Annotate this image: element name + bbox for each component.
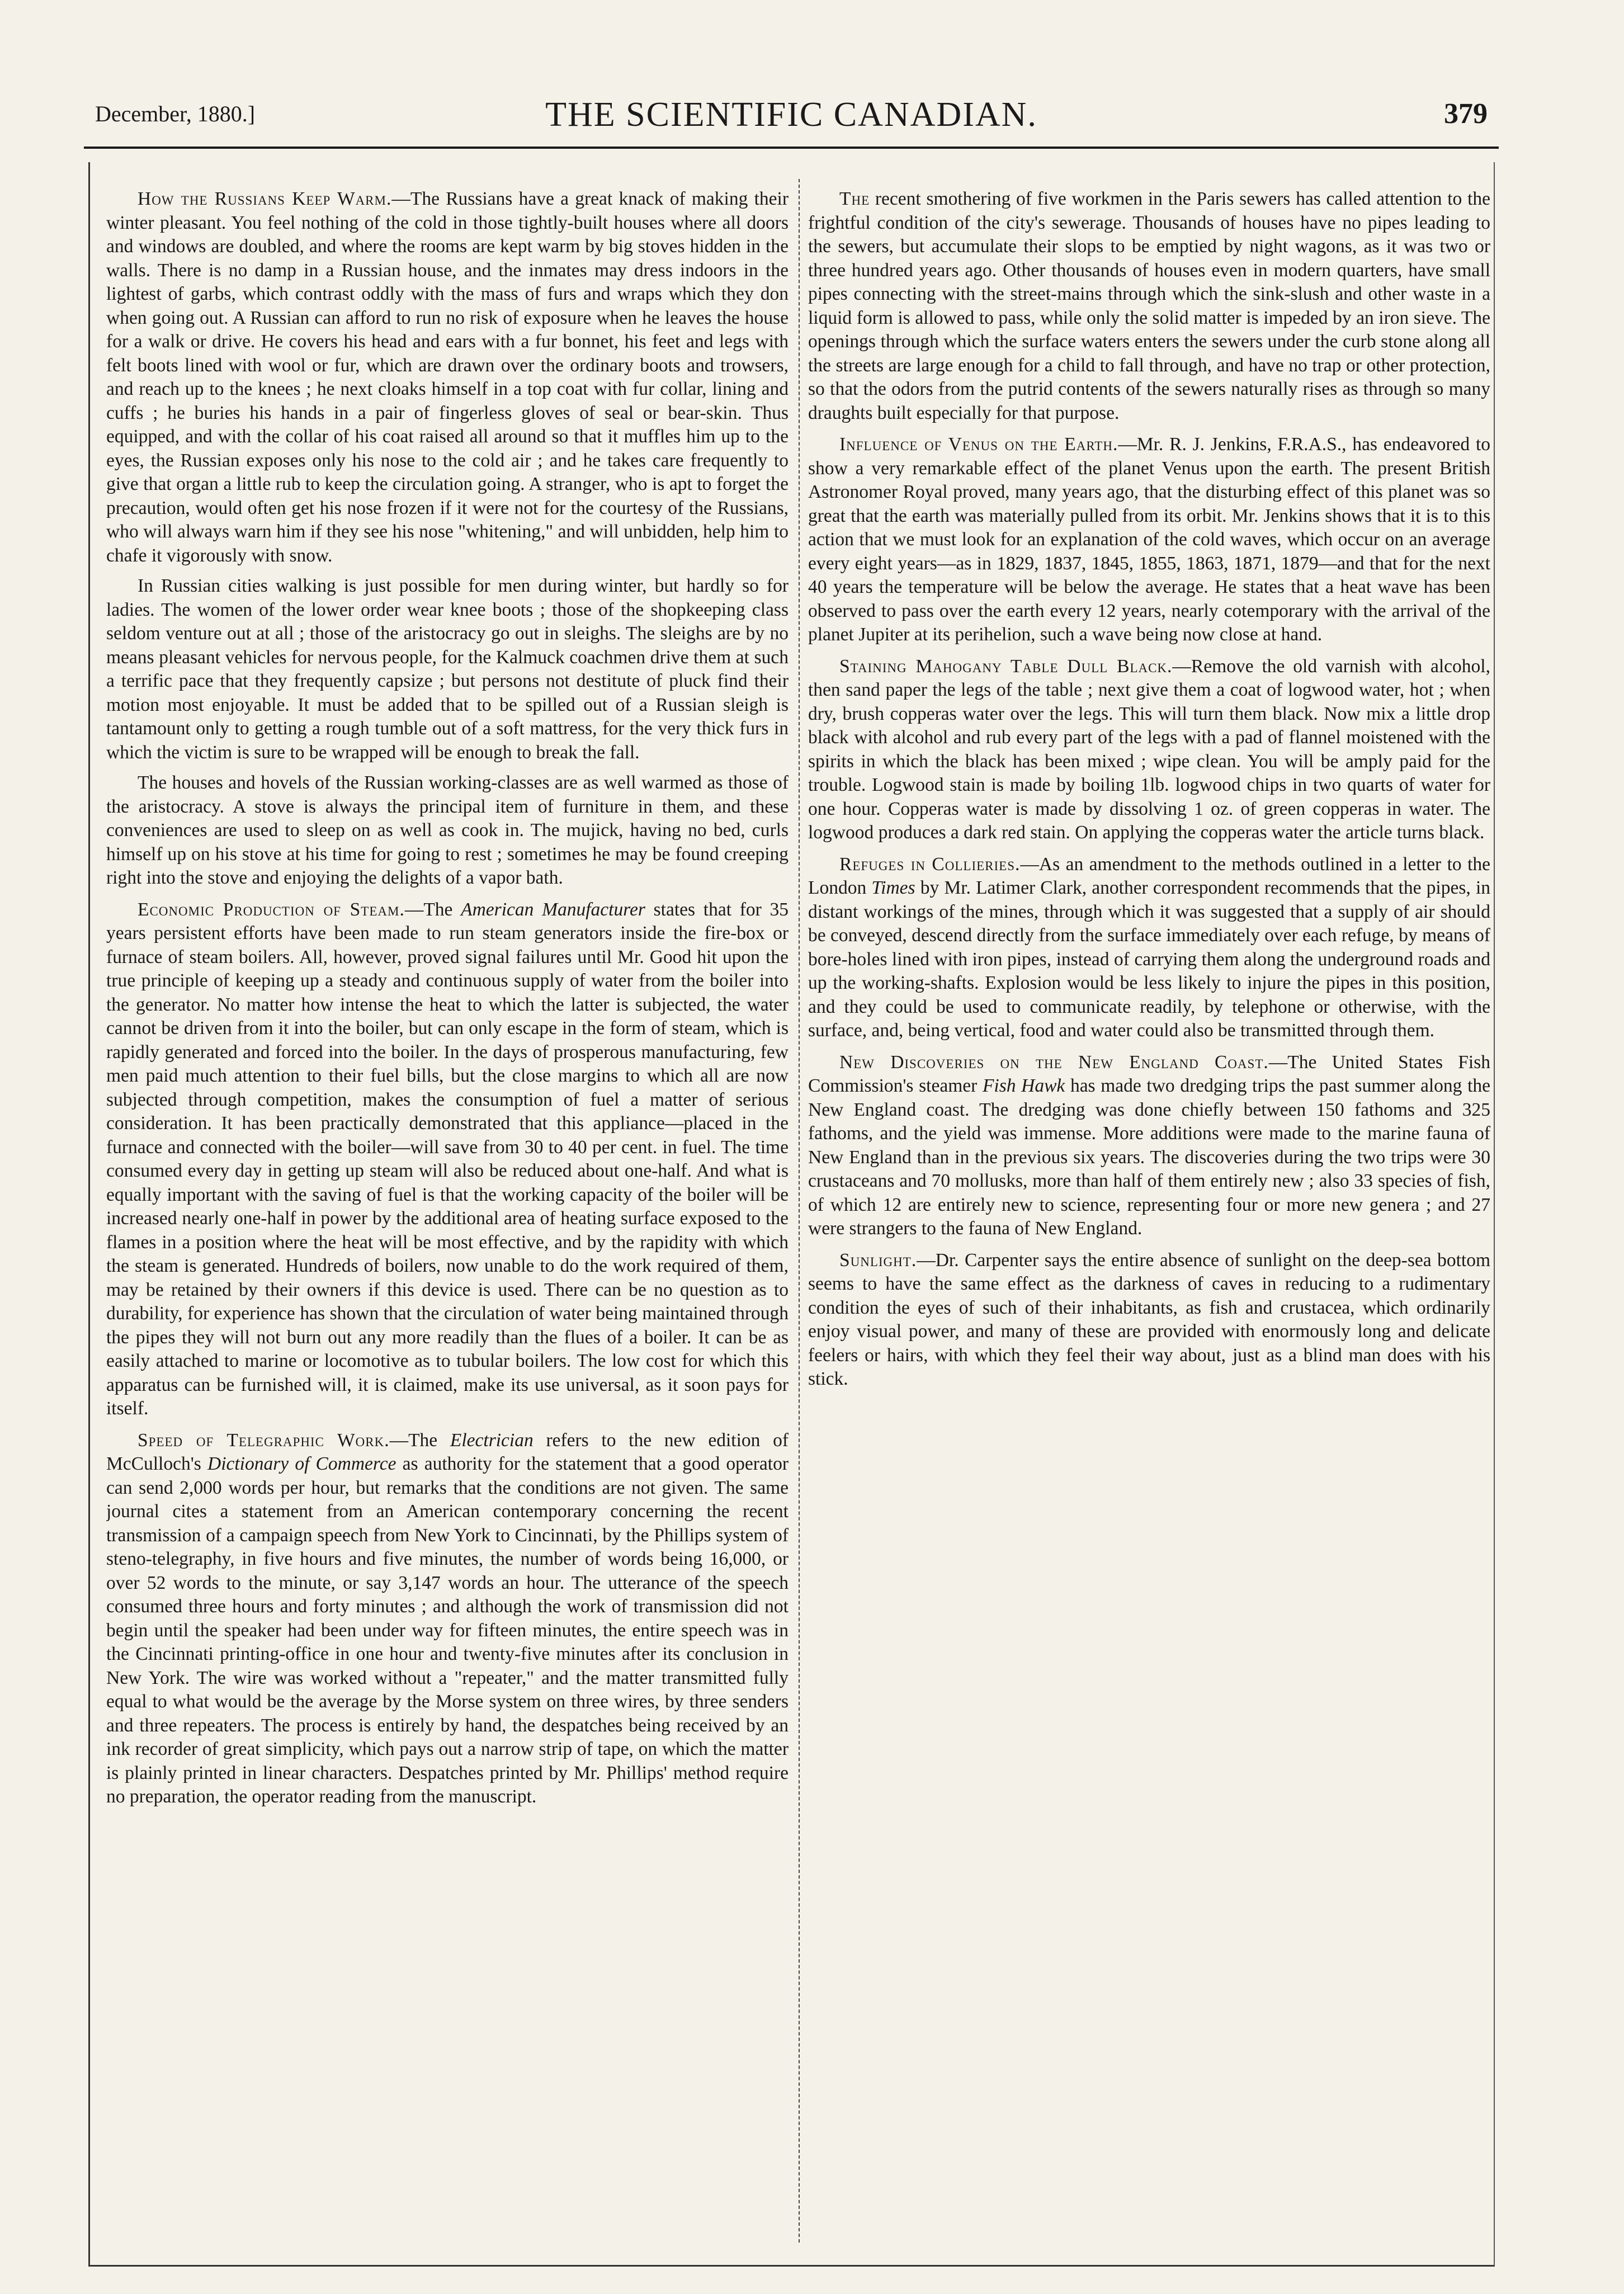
header-rule <box>84 147 1499 149</box>
article-text: states that for 35 years persistent efforts have been made to run steam generators inside the fire-box or furnace of steam boilers. All, however, proved signal failures until Mr. Good hit upon the true principle of keeping up a steady and continuous supply of water from the boiler into the generator. No matter how intense the heat to which the latter is subjected, the water cannot be driven from it into the boiler, but can only escape in the form of steam, which is rapidly generated and forced into the boiler. In the days of prosperous manufacturing, few men paid much attention to their fuel bills, but the close margins to which all are now subjected through competition, makes the consumption of fuel a matter of serious consideration. It has been practically demonstrated that this appliance—placed in the furnace and connected with the boiler—will save from 30 to 40 per cent. in fuel. The time consumed every day in getting up steam will also be reduced about one-half. And what is equally important with the saving of fuel is that the working capacity of the boiler will be increased nearly one-half in power by the additional area of heating surface exposed to the flames in a position where the heat will be most effective, and by the rapidity with which the steam is generated. Hundreds of boilers, now unable to do the work required of them, may be retained by their owners if this device is used. There can be no question as to durability, for experience has shown that the circulation of water being maintained through the pipes they will not burn out any more readily than the flues of a boiler. It can be as easily attached to marine or locomotive as to tubular boilers. The low cost for which this apparatus can be furnished will, it is claimed, make its use universal, as it soon pays for itself. <box>106 899 789 1419</box>
article-paragraph: In Russian cities walking is just possible for men during winter, but hardly so for ladies. The women of the lower order wear knee boots ; those of the shopkeeping class seldom venture out at all ; those of the aristocracy go out in sleighs. The sleighs are by no means pleasant vehicles for nervous people, for the Kalmuck coachmen drive them at such a terrific pace that they frequently capsize ; but persons not destitute of pluck find their motion most enjoyable. It must be added that to be spilled out of a Russian sleigh is tantamount only to getting a rough tumble out of a soft mattress, for the very thick furs in which the victim is sure to be wrapped will be enough to break the fall. <box>106 575 789 763</box>
article-text: has made two dredging trips the past summer along the New England coast. The dredging was done chiefly between 150 fathoms and 325 fathoms, and the yield was immense. More additions were made to the marine fauna of New England than in the previous six years. The discoveries during the two trips were 30 crustaceans and 70 mollusks, more than half of them entirely new ; also 33 species of fish, of which 12 are entirely new to science, representing four or more new genera ; and 27 were strangers to the fauna of New England. <box>808 1075 1490 1239</box>
article-text: —As an amendment to the methods outlined in a letter to the London <box>808 853 1490 898</box>
article-text: —The Russians have a great knack of making their winter pleasant. You feel nothing of the cold in those tightly-built houses where all doors and windows are doubled, and where the rooms are kept warm by big stoves hidden in the walls. There is no damp in a Russian house, and the inmates may dress indoors in the lightest of garbs, which contrast oddly with the mass of furs and wraps which they don when going out. A Russian can afford to run no risk of exposure when he leaves the house for a walk or drive. He covers his head and ears with a fur bonnet, his feet and legs with felt boots lined with wool or fur, which are drawn over the ordinary boots and trowsers, and reach up to the knees ; he next cloaks himself in a top coat with fur collar, lining and cuffs ; he buries his hands in a pair of fingerless gloves of seal or bear-skin. Thus equipped, and with the collar of his coat raised all around so that it muffles him up to the eyes, the Russian exposes only his nose to the cold air ; and he takes care frequently to give that organ a little rub to keep the circulation going. A stranger, who is apt to forget the precaution, would often get his nose frozen if it were not for the courtesy of the Russians, who will always warn him if they see his nose "whitening," and will unbidden, help him to chafe it vigorously with snow. <box>106 188 789 566</box>
article-text: —Remove the old varnish with alcohol, then sand paper the legs of the table ; next give them a coat of logwood water, hot ; when dry, brush copperas water over the legs. This will turn them black. Now mix a little drop black with alcohol and rub every part of the legs with a pad of flannel moistened with the spirits in which the black has been mixed ; wipe clean. You will be amply paid for the trouble. Logwood stain is made by boiling 1lb. logwood chips in two quarts of water for one hour. Copperas water is made by dissolving 1 oz. of green copperas in water. The logwood produces a dark red stain. On applying the copperas water the article turns black. <box>808 655 1490 843</box>
article-heading: Sunlight. <box>839 1249 917 1271</box>
article-text: —The <box>389 1429 450 1451</box>
publication-name: Times <box>871 877 915 898</box>
article-text: —The United States Fish Commission's steamer <box>808 1051 1490 1096</box>
article-text: —Mr. R. J. Jenkins, F.R.A.S., has endeavored to show a very remarkable effect of the planet Venus upon the earth. The present British Astronomer Royal proved, many years ago, that the disturbing effect of this planet was so great that the earth was materially pulled from its orbit. Mr. Jenkins shows that it is to this action that we must look for an explanation of the cold waves, which occur on an average every eight years—as in 1829, 1837, 1845, 1855, 1863, 1871, 1879—and that for the next 40 years the temperature will be below the average. He states that a heat wave has been observed to pass over the earth every 12 years, nearly cotemporary with the arrival of the planet Jupiter at its perihelion, such a wave being now close at hand. <box>808 434 1490 645</box>
left-column <box>106 187 789 2245</box>
article-heading: Staining Mahogany Table Dull Black. <box>839 655 1173 677</box>
article-paragraph <box>106 187 789 568</box>
article-paragraph <box>106 898 789 1421</box>
article-heading: Speed of Telegraphic Work. <box>138 1429 390 1451</box>
article-paragraph <box>808 1051 1490 1241</box>
article-text: as authority for the statement that a good operator can send 2,000 words per hour, but remarks that the conditions are not given. The same journal cites a statement from an American contemporary concerning the recent transmission of a campaign speech from New York to Cincinnati, by the Phillips system of steno-telegraphy, in five hours and five minutes, the number of words being 16,000, or over 52 words to the minute, or say 3,147 words an hour. The utterance of the speech consumed three hours and forty minutes ; and although the work of transmission did not begin until the speaker had been under way for fifteen minutes, the entire speech was in the Cincinnati printing-office in one hour and twenty-five minutes after its conclusion in New York. The wire was worked without a "repeater," and the matter transmitted fully equal to what would be the average by the Morse system on three wires, by three senders and three repeaters. The process is entirely by hand, the despatches being received by an ink recorder of great simplicity, which pays out a narrow strip of tape, on which the matter is plainly printed in linear characters. Despatches printed by Mr. Phillips' method require no preparation, the operator reading from the manuscript. <box>106 1453 789 1807</box>
article-venus <box>808 433 1490 647</box>
publication-name: Dictionary of Commerce <box>207 1453 396 1474</box>
article-russians <box>106 187 789 890</box>
article-heading: Economic Production of Steam. <box>138 899 405 920</box>
article-paragraph <box>808 853 1490 1043</box>
article-mahogany <box>808 655 1490 845</box>
article-text: —The <box>404 899 461 920</box>
page-header <box>95 95 1488 145</box>
article-heading: How the Russians Keep Warm. <box>138 188 392 209</box>
article-paragraph <box>808 1249 1490 1391</box>
right-column <box>808 187 1490 2245</box>
article-paragraph <box>808 433 1490 647</box>
publication-name: Fish Hawk <box>982 1075 1065 1096</box>
article-sewers <box>808 187 1490 425</box>
article-heading: New Discoveries on the New England Coast. <box>839 1051 1269 1073</box>
article-collieries <box>808 853 1490 1043</box>
article-steam <box>106 898 789 1421</box>
publication-name: Electrician <box>450 1429 534 1451</box>
header-date: December, 1880.] <box>95 101 256 126</box>
article-text: refers to the new edition of McCulloch's <box>106 1429 789 1474</box>
article-paragraph <box>808 187 1490 425</box>
article-telegraphic <box>106 1429 789 1809</box>
column-divider <box>799 179 800 2243</box>
article-paragraph: The houses and hovels of the Russian working-classes are as well warmed as those of the aristocracy. A stove is always the principal item of furniture in them, and these conveniences are used to sleep on as well as cook in. The mujick, having no bed, curls himself up on his stove at his time for going to rest ; sometimes he may be found creeping right into the stove and enjoying the delights of a vapor bath. <box>106 772 789 888</box>
article-text: recent smothering of five workmen in the Paris sewers has called attention to the frightful condition of the city's sewerage. Thousands of houses have no pipes leading to the sewers, but accumulate their slops to be emptied by night wagons, as it was two or three hundred years ago. Other thousands of houses even in modern quarters, have small pipes connecting with the street-mains through which the sink-slush and other waste in a liquid form is allowed to pass, while only the solid matter is impeded by an iron sieve. The openings through which the surface waters enters the sewers under the curb stone along all the streets are large enough for a child to fall through, and have no trap or other protection, so that the odors from the putrid contents of the sewers naturally rises as through so many draughts built especially for that purpose. <box>808 188 1490 423</box>
article-heading: Refuges in Collieries. <box>839 853 1021 875</box>
article-new-england <box>808 1051 1490 1241</box>
article-sunlight <box>808 1249 1490 1391</box>
publication-name: American Manufacturer <box>461 899 645 920</box>
journal-title: THE SCIENTIFIC CANADIAN. <box>545 96 1037 134</box>
page-number: 379 <box>1444 98 1488 130</box>
article-heading: Influence of Venus on the Earth. <box>839 434 1118 455</box>
article-text: by Mr. Latimer Clark, another correspondent recommends that the pipes, in distant workings of the mines, through which it was suggested that a supply of air should be conveyed, descend directly from the surface immediately over each refuge, by means of bore-holes lined with iron pipes, instead of carrying them along the underground roads and up the working-shafts. Explosion would be less likely to injure the pipes in this position, and they could be used to communicate readily, by telephone or otherwise, with the surface, and, being vertical, food and water could also be transmitted through them. <box>808 877 1490 1041</box>
article-heading: The <box>839 188 870 209</box>
article-text: —Dr. Carpenter says the entire absence of sunlight on the deep-sea bottom seems to have the same effect as the darkness of caves in reducing to a rudimentary condition the eyes of such of their inhabitants, as fish and crustacea, which ordinarily enjoy visual power, and many of these are provided with enormously long and delicate feelers or hairs, with which they feel their way about, just as a blind man does with his stick. <box>808 1249 1490 1389</box>
article-paragraph <box>106 1429 789 1809</box>
article-paragraph <box>808 655 1490 845</box>
